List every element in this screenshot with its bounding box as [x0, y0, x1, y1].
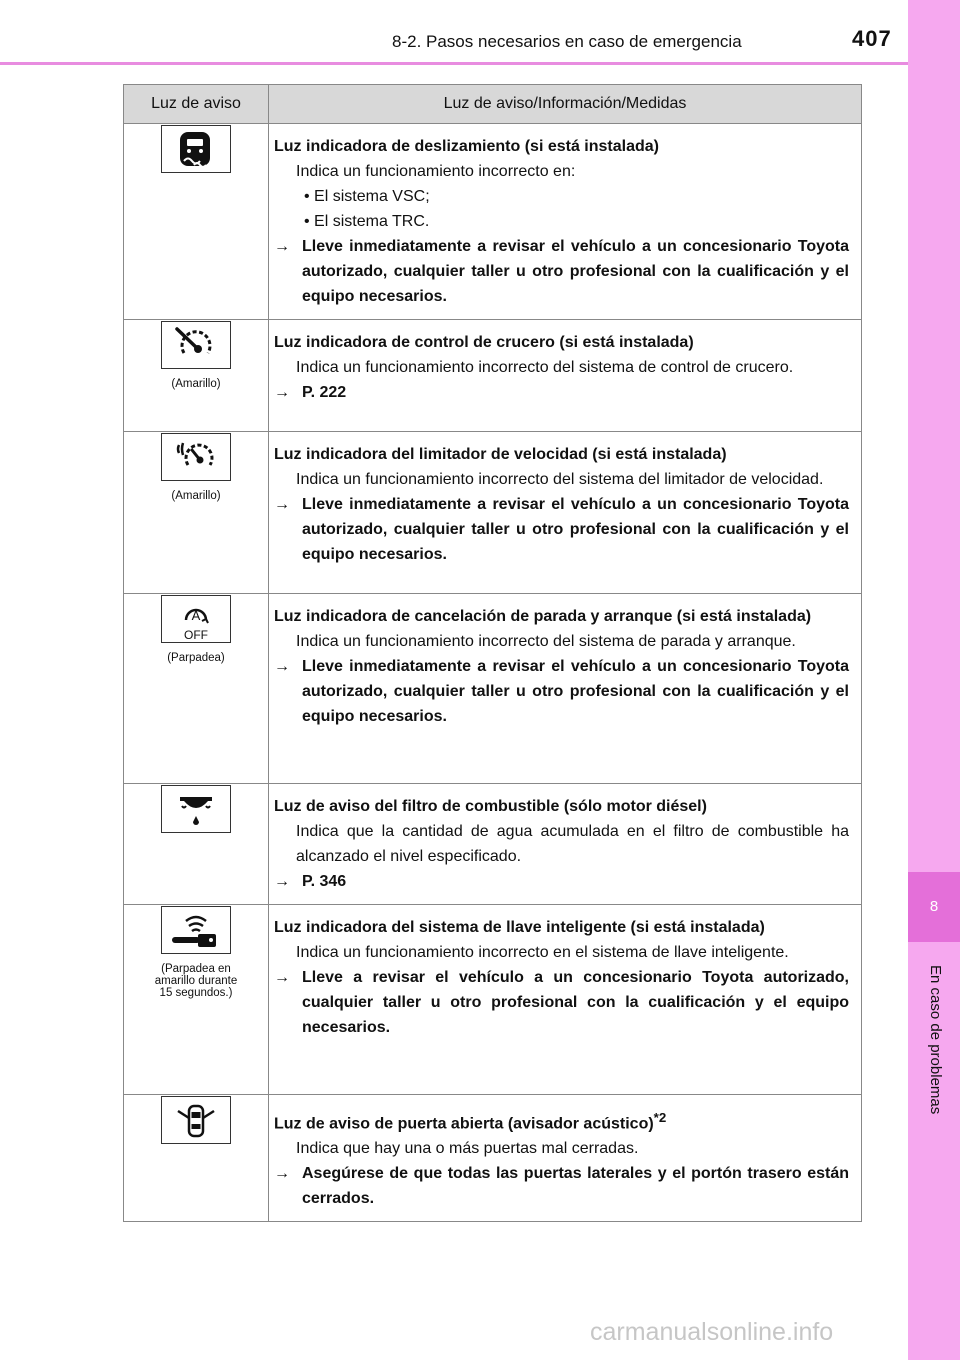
- row-action: [274, 492, 849, 567]
- header-title: 8-2. Pasos necesarios en caso de emergencia: [392, 32, 742, 51]
- icon-off-label: OFF: [184, 628, 208, 642]
- row-title: Luz indicadora de control de crucero (si está instalada): [274, 334, 694, 351]
- arrow-icon: →: [274, 658, 290, 675]
- action-text: Asegúrese de que todas las puertas laterales y el portón trasero están cerrados.: [302, 1165, 849, 1208]
- info-cell: [269, 320, 862, 432]
- icon-cell: [124, 905, 269, 1095]
- cruise-control-icon: [161, 321, 231, 369]
- row-action: [274, 234, 849, 309]
- row-title: Luz indicadora del sistema de llave inteligente (si está instalada): [274, 919, 765, 936]
- arrow-icon: →: [274, 496, 290, 513]
- action-text: Lleve inmediatamente a revisar el vehículo a un concesionario Toyota autorizado, cualquier taller u otro profesional con la cualificación y el equipo necesarios.: [302, 496, 849, 563]
- row-action: [274, 380, 849, 405]
- row-title: Luz indicadora de deslizamiento (si está instalada): [274, 138, 659, 155]
- row-description: Indica que hay una o más puertas mal cerradas.: [296, 1140, 639, 1158]
- side-tab-number: 8: [929, 898, 939, 915]
- table-row: [124, 124, 862, 320]
- table-row: [124, 905, 862, 1095]
- icon-cell: [124, 124, 269, 320]
- icon-cell: [124, 1095, 269, 1222]
- row-description: Indica un funcionamiento incorrecto del sistema del limitador de velocidad.: [296, 471, 824, 488]
- watermark: carmanualsonline.info: [590, 1318, 834, 1346]
- arrow-icon: →: [274, 1165, 290, 1183]
- table-row: [124, 784, 862, 905]
- arrow-icon: →: [274, 873, 290, 890]
- row-title: Luz de aviso del filtro de combustible (sólo motor diésel): [274, 798, 707, 815]
- icon-caption: (Parpadea): [167, 652, 225, 664]
- icon-caption: (Amarillo): [171, 378, 221, 390]
- side-tab-label: En caso de problemas: [927, 965, 944, 1115]
- info-cell: [269, 1095, 862, 1222]
- row-description: Indica que la cantidad de agua acumulada en el filtro de combustible ha alcanzado el nivel especificado.: [296, 823, 849, 865]
- row-description: Indica un funcionamiento incorrecto del sistema de parada y arranque.: [296, 633, 796, 650]
- smart-key-icon: [161, 906, 231, 954]
- table-header-row: [124, 85, 862, 124]
- table-row: [124, 432, 862, 594]
- svg-text:A: A: [191, 608, 201, 623]
- row-action: [274, 654, 849, 729]
- col-header-info: Luz de aviso/Información/Medidas: [269, 85, 862, 124]
- icon-cell: [124, 320, 269, 432]
- action-text: P. 222: [302, 384, 347, 401]
- icon-cell: [124, 594, 269, 784]
- table-row: [124, 320, 862, 432]
- action-text: Lleve inmediatamente a revisar el vehículo a un concesionario Toyota autorizado, cualquier taller u otro profesional con la cualificación y el equipo necesarios.: [302, 658, 849, 725]
- info-cell: [269, 124, 862, 320]
- stop-start-off-icon: [161, 595, 231, 643]
- speed-limiter-icon: [161, 433, 231, 481]
- row-description: Indica un funcionamiento incorrecto en el sistema de llave inteligente.: [296, 944, 789, 961]
- table-row: [124, 1095, 862, 1222]
- footnote-marker: *2: [653, 1110, 667, 1125]
- fuel-filter-icon: [161, 785, 231, 833]
- col-header-icon: Luz de aviso: [124, 85, 269, 124]
- action-text: Lleve a revisar el vehículo a un concesionario Toyota autorizado, cualquier taller u otro profesional con la cualificación y el equipo necesarios.: [302, 969, 849, 1036]
- table-row: [124, 594, 862, 784]
- row-description: Indica un funcionamiento incorrecto del sistema de control de crucero.: [296, 359, 794, 376]
- info-cell: [269, 432, 862, 594]
- info-cell: [269, 784, 862, 905]
- slip-indicator-icon: [161, 125, 231, 173]
- icon-cell: [124, 432, 269, 594]
- info-cell: [269, 905, 862, 1095]
- bullet-item: • El sistema VSC;: [304, 188, 430, 205]
- bullet-item: • El sistema TRC.: [304, 213, 430, 230]
- header-rule: [0, 62, 908, 65]
- arrow-icon: →: [274, 969, 290, 986]
- arrow-icon: →: [274, 238, 290, 255]
- icon-caption: (Parpadea en amarillo durante 15 segundos.): [154, 963, 238, 999]
- warning-lights-table: [123, 84, 862, 1222]
- row-title: [274, 1105, 849, 1136]
- row-description: Indica un funcionamiento incorrecto en:: [296, 163, 576, 180]
- row-title: Luz indicadora de cancelación de parada y arranque (si está instalada): [274, 608, 812, 625]
- row-title: Luz indicadora del limitador de velocidad (si está instalada): [274, 446, 727, 463]
- row-action: [274, 965, 849, 1040]
- row-title-text: Luz de aviso de puerta abierta (avisador acústico): [274, 1115, 654, 1133]
- icon-caption: (Amarillo): [171, 490, 221, 502]
- door-open-icon: [161, 1096, 231, 1144]
- arrow-icon: →: [274, 384, 290, 401]
- icon-cell: [124, 784, 269, 905]
- info-cell: [269, 594, 862, 784]
- row-action: [274, 1161, 849, 1211]
- row-action: [274, 869, 849, 894]
- action-text: Lleve inmediatamente a revisar el vehículo a un concesionario Toyota autorizado, cualquier taller u otro profesional con la cualificación y el equipo necesarios.: [302, 238, 849, 305]
- page-number: 407: [852, 26, 892, 51]
- action-text: P. 346: [302, 873, 347, 890]
